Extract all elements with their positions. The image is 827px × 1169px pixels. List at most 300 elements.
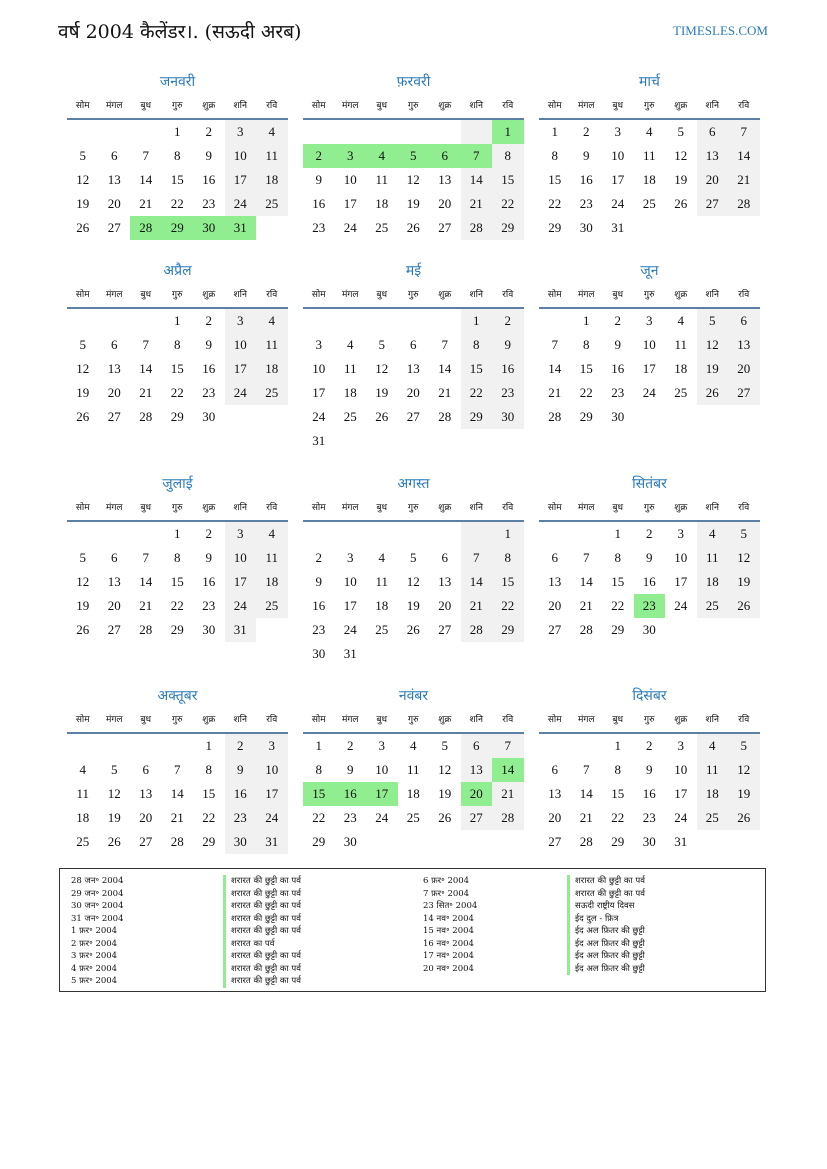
day-cell[interactable]: 6: [728, 309, 760, 333]
day-cell[interactable]: 27: [406, 409, 420, 424]
day-cell[interactable]: 20: [697, 168, 729, 192]
day-cell[interactable]: 5: [677, 124, 684, 139]
day-cell[interactable]: 11: [256, 144, 288, 168]
day-cell[interactable]: 30: [312, 646, 326, 661]
day-cell[interactable]: 15: [492, 570, 524, 594]
day-cell[interactable]: 3: [256, 734, 288, 758]
day-cell[interactable]: 23: [225, 806, 257, 830]
day-cell[interactable]: 15: [202, 786, 216, 801]
day-cell[interactable]: 28: [438, 409, 452, 424]
day-cell[interactable]: 25: [375, 220, 389, 235]
day-cell[interactable]: 9: [315, 172, 322, 187]
day-cell[interactable]: 24: [642, 385, 656, 400]
day-cell[interactable]: 17: [225, 570, 257, 594]
day-cell[interactable]: 21: [548, 385, 562, 400]
day-cell[interactable]: 3: [677, 738, 684, 753]
day-cell[interactable]: 2: [205, 124, 212, 139]
day-cell[interactable]: 4: [256, 120, 288, 144]
day-cell[interactable]: 27: [438, 220, 452, 235]
day-cell[interactable]: 5: [111, 762, 118, 777]
day-cell[interactable]: 17: [256, 782, 288, 806]
day-cell[interactable]: 27: [697, 192, 729, 216]
day-cell[interactable]: 5: [79, 148, 86, 163]
day-cell[interactable]: 10: [375, 762, 389, 777]
day-cell[interactable]: 31: [611, 220, 625, 235]
day-cell[interactable]: 11: [406, 762, 420, 777]
day-cell[interactable]: 22: [170, 598, 184, 613]
day-cell[interactable]: 24: [611, 196, 625, 211]
day-cell[interactable]: 12: [76, 574, 90, 589]
day-cell[interactable]: 1: [205, 738, 212, 753]
day-cell[interactable]: 11: [76, 786, 90, 801]
day-cell[interactable]: 4: [256, 522, 288, 546]
day-cell[interactable]: 23: [634, 594, 666, 618]
day-cell[interactable]: 13: [728, 333, 760, 357]
day-cell[interactable]: 10: [312, 361, 326, 376]
day-cell[interactable]: 4: [366, 144, 398, 168]
day-cell[interactable]: 23: [611, 385, 625, 400]
day-cell[interactable]: 12: [76, 361, 90, 376]
day-cell[interactable]: 22: [492, 594, 524, 618]
day-cell[interactable]: 18: [76, 810, 90, 825]
day-cell[interactable]: 5: [398, 144, 430, 168]
day-cell[interactable]: 7: [174, 762, 181, 777]
day-cell[interactable]: 30: [193, 216, 225, 240]
day-cell[interactable]: 26: [406, 220, 420, 235]
day-cell[interactable]: 19: [76, 196, 90, 211]
day-cell[interactable]: 9: [315, 574, 322, 589]
day-cell[interactable]: 25: [406, 810, 420, 825]
day-cell[interactable]: 24: [375, 810, 389, 825]
day-cell[interactable]: 28: [461, 216, 493, 240]
day-cell[interactable]: 9: [225, 758, 257, 782]
day-cell[interactable]: 26: [438, 810, 452, 825]
day-cell[interactable]: 22: [611, 598, 625, 613]
day-cell[interactable]: 27: [461, 806, 493, 830]
day-cell[interactable]: 6: [429, 144, 461, 168]
day-cell[interactable]: 6: [461, 734, 493, 758]
day-cell[interactable]: 15: [548, 172, 562, 187]
day-cell[interactable]: 2: [646, 738, 653, 753]
day-cell[interactable]: 16: [312, 196, 326, 211]
day-cell[interactable]: 31: [225, 216, 257, 240]
day-cell[interactable]: 21: [728, 168, 760, 192]
day-cell[interactable]: 31: [225, 618, 257, 642]
day-cell[interactable]: 10: [343, 172, 357, 187]
day-cell[interactable]: 5: [441, 738, 448, 753]
day-cell[interactable]: 28: [170, 834, 184, 849]
day-cell[interactable]: 9: [492, 333, 524, 357]
day-cell[interactable]: 1: [174, 313, 181, 328]
day-cell[interactable]: 25: [256, 594, 288, 618]
day-cell[interactable]: 16: [492, 357, 524, 381]
day-cell[interactable]: 9: [583, 148, 590, 163]
day-cell[interactable]: 19: [438, 786, 452, 801]
day-cell[interactable]: 14: [728, 144, 760, 168]
day-cell[interactable]: 8: [315, 762, 322, 777]
day-cell[interactable]: 13: [139, 786, 153, 801]
day-cell[interactable]: 13: [438, 574, 452, 589]
day-cell[interactable]: 8: [174, 337, 181, 352]
day-cell[interactable]: 4: [347, 337, 354, 352]
day-cell[interactable]: 4: [646, 124, 653, 139]
day-cell[interactable]: 6: [551, 550, 558, 565]
day-cell[interactable]: 11: [256, 333, 288, 357]
day-cell[interactable]: 11: [642, 148, 656, 163]
day-cell[interactable]: 10: [225, 546, 257, 570]
day-cell[interactable]: 27: [107, 622, 121, 637]
day-cell[interactable]: 5: [79, 337, 86, 352]
day-cell[interactable]: 29: [492, 216, 524, 240]
day-cell[interactable]: 3: [378, 738, 385, 753]
day-cell[interactable]: 15: [170, 574, 184, 589]
day-cell[interactable]: 10: [225, 333, 257, 357]
day-cell[interactable]: 15: [303, 782, 335, 806]
day-cell[interactable]: 13: [107, 172, 121, 187]
day-cell[interactable]: 14: [461, 570, 493, 594]
day-cell[interactable]: 6: [410, 337, 417, 352]
day-cell[interactable]: 28: [579, 834, 593, 849]
day-cell[interactable]: 19: [406, 196, 420, 211]
day-cell[interactable]: 24: [225, 381, 257, 405]
day-cell[interactable]: 5: [378, 337, 385, 352]
day-cell[interactable]: 29: [170, 622, 184, 637]
day-cell[interactable]: 3: [347, 550, 354, 565]
day-cell[interactable]: 18: [697, 782, 729, 806]
day-cell[interactable]: 18: [642, 172, 656, 187]
day-cell[interactable]: 27: [139, 834, 153, 849]
day-cell[interactable]: 15: [579, 361, 593, 376]
day-cell[interactable]: 25: [256, 192, 288, 216]
day-cell[interactable]: 19: [76, 385, 90, 400]
day-cell[interactable]: 19: [674, 172, 688, 187]
day-cell[interactable]: 3: [225, 522, 257, 546]
day-cell[interactable]: 14: [139, 574, 153, 589]
day-cell[interactable]: 14: [170, 786, 184, 801]
day-cell[interactable]: 3: [335, 144, 367, 168]
day-cell[interactable]: 1: [583, 313, 590, 328]
day-cell[interactable]: 5: [410, 550, 417, 565]
day-cell[interactable]: 7: [728, 120, 760, 144]
day-cell[interactable]: 3: [677, 526, 684, 541]
day-cell[interactable]: 27: [107, 409, 121, 424]
day-cell[interactable]: 8: [492, 144, 524, 168]
day-cell[interactable]: 19: [728, 782, 760, 806]
day-cell[interactable]: 30: [579, 220, 593, 235]
day-cell[interactable]: 26: [76, 622, 90, 637]
day-cell[interactable]: 14: [579, 786, 593, 801]
day-cell[interactable]: 24: [312, 409, 326, 424]
day-cell[interactable]: 1: [614, 738, 621, 753]
day-cell[interactable]: 19: [375, 385, 389, 400]
day-cell[interactable]: 16: [611, 361, 625, 376]
day-cell[interactable]: 29: [611, 622, 625, 637]
day-cell[interactable]: 20: [406, 385, 420, 400]
day-cell[interactable]: 20: [438, 196, 452, 211]
day-cell[interactable]: 13: [438, 172, 452, 187]
day-cell[interactable]: 10: [674, 762, 688, 777]
day-cell[interactable]: 30: [642, 834, 656, 849]
day-cell[interactable]: 13: [697, 144, 729, 168]
day-cell[interactable]: 25: [256, 381, 288, 405]
day-cell[interactable]: 3: [614, 124, 621, 139]
day-cell[interactable]: 21: [579, 810, 593, 825]
day-cell[interactable]: 28: [461, 618, 493, 642]
day-cell[interactable]: 2: [303, 144, 335, 168]
day-cell[interactable]: 29: [170, 409, 184, 424]
day-cell[interactable]: 20: [728, 357, 760, 381]
day-cell[interactable]: 9: [205, 337, 212, 352]
day-cell[interactable]: 26: [728, 806, 760, 830]
day-cell[interactable]: 6: [697, 120, 729, 144]
day-cell[interactable]: 11: [256, 546, 288, 570]
day-cell[interactable]: 21: [492, 782, 524, 806]
day-cell[interactable]: 18: [375, 598, 389, 613]
day-cell[interactable]: 28: [728, 192, 760, 216]
day-cell[interactable]: 26: [107, 834, 121, 849]
day-cell[interactable]: 21: [461, 192, 493, 216]
day-cell[interactable]: 18: [375, 196, 389, 211]
day-cell[interactable]: 15: [170, 361, 184, 376]
day-cell[interactable]: 22: [579, 385, 593, 400]
day-cell[interactable]: 2: [205, 313, 212, 328]
day-cell[interactable]: 9: [347, 762, 354, 777]
day-cell[interactable]: 9: [646, 550, 653, 565]
day-cell[interactable]: 7: [583, 762, 590, 777]
day-cell[interactable]: 25: [697, 806, 729, 830]
day-cell[interactable]: 19: [728, 570, 760, 594]
day-cell[interactable]: 8: [174, 550, 181, 565]
day-cell[interactable]: 17: [225, 357, 257, 381]
day-cell[interactable]: 6: [111, 337, 118, 352]
day-cell[interactable]: 3: [315, 337, 322, 352]
day-cell[interactable]: 25: [375, 622, 389, 637]
day-cell[interactable]: 31: [343, 646, 357, 661]
day-cell[interactable]: 7: [461, 144, 493, 168]
day-cell[interactable]: 26: [697, 381, 729, 405]
day-cell[interactable]: 23: [312, 220, 326, 235]
day-cell[interactable]: 20: [461, 782, 493, 806]
day-cell[interactable]: 10: [343, 574, 357, 589]
day-cell[interactable]: 12: [107, 786, 121, 801]
day-cell[interactable]: 10: [611, 148, 625, 163]
day-cell[interactable]: 8: [492, 546, 524, 570]
day-cell[interactable]: 23: [642, 810, 656, 825]
day-cell[interactable]: 18: [256, 168, 288, 192]
day-cell[interactable]: 30: [225, 830, 257, 854]
day-cell[interactable]: 2: [614, 313, 621, 328]
day-cell[interactable]: 8: [583, 337, 590, 352]
day-cell[interactable]: 12: [76, 172, 90, 187]
day-cell[interactable]: 2: [315, 550, 322, 565]
day-cell[interactable]: 13: [406, 361, 420, 376]
day-cell[interactable]: 3: [225, 309, 257, 333]
day-cell[interactable]: 1: [174, 526, 181, 541]
day-cell[interactable]: 24: [674, 598, 688, 613]
day-cell[interactable]: 11: [343, 361, 357, 376]
day-cell[interactable]: 24: [256, 806, 288, 830]
day-cell[interactable]: 11: [674, 337, 688, 352]
day-cell[interactable]: 10: [256, 758, 288, 782]
day-cell[interactable]: 12: [438, 762, 452, 777]
day-cell[interactable]: 18: [256, 357, 288, 381]
day-cell[interactable]: 7: [551, 337, 558, 352]
day-cell[interactable]: 26: [674, 196, 688, 211]
day-cell[interactable]: 10: [225, 144, 257, 168]
day-cell[interactable]: 20: [107, 196, 121, 211]
day-cell[interactable]: 29: [461, 405, 493, 429]
day-cell[interactable]: 1: [614, 526, 621, 541]
day-cell[interactable]: 4: [697, 734, 729, 758]
day-cell[interactable]: 23: [343, 810, 357, 825]
day-cell[interactable]: 15: [492, 168, 524, 192]
day-cell[interactable]: 22: [461, 381, 493, 405]
day-cell[interactable]: 30: [492, 405, 524, 429]
day-cell[interactable]: 28: [548, 409, 562, 424]
day-cell[interactable]: 7: [142, 337, 149, 352]
day-cell[interactable]: 4: [378, 550, 385, 565]
day-cell[interactable]: 2: [347, 738, 354, 753]
day-cell[interactable]: 19: [107, 810, 121, 825]
day-cell[interactable]: 7: [441, 337, 448, 352]
day-cell[interactable]: 28: [139, 622, 153, 637]
day-cell[interactable]: 16: [202, 172, 216, 187]
day-cell[interactable]: 28: [492, 806, 524, 830]
day-cell[interactable]: 23: [202, 196, 216, 211]
day-cell[interactable]: 19: [406, 598, 420, 613]
day-cell[interactable]: 21: [139, 385, 153, 400]
day-cell[interactable]: 25: [343, 409, 357, 424]
day-cell[interactable]: 1: [461, 309, 493, 333]
day-cell[interactable]: 27: [728, 381, 760, 405]
day-cell[interactable]: 10: [674, 550, 688, 565]
day-cell[interactable]: 27: [107, 220, 121, 235]
day-cell[interactable]: 8: [614, 762, 621, 777]
day-cell[interactable]: 16: [642, 574, 656, 589]
day-cell[interactable]: 16: [579, 172, 593, 187]
day-cell[interactable]: 25: [76, 834, 90, 849]
day-cell[interactable]: 16: [202, 361, 216, 376]
day-cell[interactable]: 17: [312, 385, 326, 400]
day-cell[interactable]: 19: [697, 357, 729, 381]
day-cell[interactable]: 1: [315, 738, 322, 753]
day-cell[interactable]: 27: [548, 834, 562, 849]
day-cell[interactable]: 10: [642, 337, 656, 352]
day-cell[interactable]: 22: [312, 810, 326, 825]
day-cell[interactable]: 24: [343, 220, 357, 235]
day-cell[interactable]: 14: [461, 168, 493, 192]
day-cell[interactable]: 19: [76, 598, 90, 613]
day-cell[interactable]: 17: [343, 598, 357, 613]
day-cell[interactable]: 28: [130, 216, 162, 240]
day-cell[interactable]: 18: [343, 385, 357, 400]
day-cell[interactable]: 8: [551, 148, 558, 163]
day-cell[interactable]: 22: [170, 385, 184, 400]
day-cell[interactable]: 21: [139, 598, 153, 613]
day-cell[interactable]: 26: [375, 409, 389, 424]
day-cell[interactable]: 22: [492, 192, 524, 216]
day-cell[interactable]: 16: [335, 782, 367, 806]
day-cell[interactable]: 25: [697, 594, 729, 618]
day-cell[interactable]: 11: [375, 574, 389, 589]
day-cell[interactable]: 16: [225, 782, 257, 806]
day-cell[interactable]: 22: [202, 810, 216, 825]
day-cell[interactable]: 29: [548, 220, 562, 235]
day-cell[interactable]: 11: [375, 172, 389, 187]
day-cell[interactable]: 24: [225, 594, 257, 618]
day-cell[interactable]: 28: [139, 409, 153, 424]
day-cell[interactable]: 25: [674, 385, 688, 400]
day-cell[interactable]: 8: [614, 550, 621, 565]
day-cell[interactable]: 4: [697, 522, 729, 546]
day-cell[interactable]: 4: [79, 762, 86, 777]
day-cell[interactable]: 15: [170, 172, 184, 187]
day-cell[interactable]: 17: [366, 782, 398, 806]
day-cell[interactable]: 9: [205, 148, 212, 163]
day-cell[interactable]: 26: [406, 622, 420, 637]
day-cell[interactable]: 30: [202, 622, 216, 637]
day-cell[interactable]: 27: [548, 622, 562, 637]
day-cell[interactable]: 30: [611, 409, 625, 424]
day-cell[interactable]: 21: [139, 196, 153, 211]
day-cell[interactable]: 6: [142, 762, 149, 777]
day-cell[interactable]: 18: [256, 570, 288, 594]
day-cell[interactable]: 12: [674, 148, 688, 163]
day-cell[interactable]: 7: [461, 546, 493, 570]
day-cell[interactable]: 8: [205, 762, 212, 777]
day-cell[interactable]: 13: [548, 574, 562, 589]
day-cell[interactable]: 15: [461, 357, 493, 381]
day-cell[interactable]: 17: [225, 168, 257, 192]
day-cell[interactable]: 2: [225, 734, 257, 758]
day-cell[interactable]: 12: [406, 574, 420, 589]
day-cell[interactable]: 24: [343, 622, 357, 637]
day-cell[interactable]: 18: [674, 361, 688, 376]
day-cell[interactable]: 13: [107, 361, 121, 376]
day-cell[interactable]: 23: [202, 385, 216, 400]
day-cell[interactable]: 4: [256, 309, 288, 333]
day-cell[interactable]: 17: [642, 361, 656, 376]
day-cell[interactable]: 13: [548, 786, 562, 801]
day-cell[interactable]: 22: [170, 196, 184, 211]
day-cell[interactable]: 30: [202, 409, 216, 424]
day-cell[interactable]: 3: [225, 120, 257, 144]
day-cell[interactable]: 20: [107, 598, 121, 613]
day-cell[interactable]: 20: [548, 598, 562, 613]
day-cell[interactable]: 21: [170, 810, 184, 825]
day-cell[interactable]: 21: [579, 598, 593, 613]
day-cell[interactable]: 18: [406, 786, 420, 801]
day-cell[interactable]: 11: [697, 546, 729, 570]
day-cell[interactable]: 14: [139, 172, 153, 187]
day-cell[interactable]: 17: [343, 196, 357, 211]
day-cell[interactable]: 2: [492, 309, 524, 333]
day-cell[interactable]: 31: [312, 433, 326, 448]
day-cell[interactable]: 12: [375, 361, 389, 376]
day-cell[interactable]: 16: [642, 786, 656, 801]
day-cell[interactable]: 27: [438, 622, 452, 637]
day-cell[interactable]: 17: [674, 786, 688, 801]
day-cell[interactable]: 1: [492, 522, 524, 546]
day-cell[interactable]: 8: [174, 148, 181, 163]
day-cell[interactable]: 28: [579, 622, 593, 637]
day-cell[interactable]: 5: [697, 309, 729, 333]
day-cell[interactable]: 12: [728, 758, 760, 782]
day-cell[interactable]: 29: [492, 618, 524, 642]
day-cell[interactable]: 5: [728, 522, 760, 546]
day-cell[interactable]: 12: [406, 172, 420, 187]
day-cell[interactable]: 2: [205, 526, 212, 541]
